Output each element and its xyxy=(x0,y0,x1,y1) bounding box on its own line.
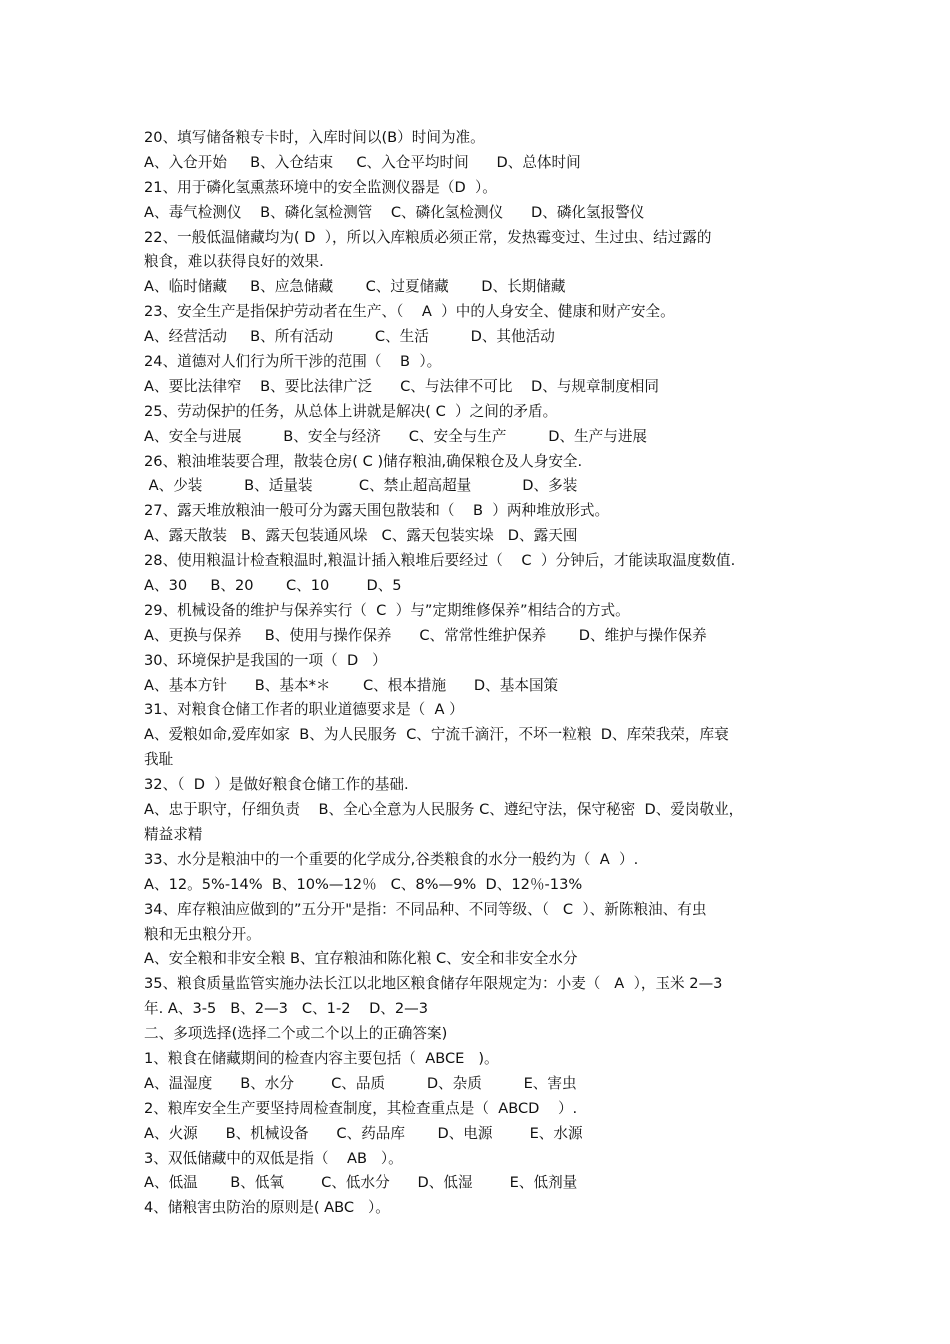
text-line: A、少装 B、适量装 C、禁止超高超量 D、多装 xyxy=(144,477,578,495)
text-line: 22、一般低温储藏均为( D ），所以入库粮质必须正常，发热霉变过、生过虫、结过露的 xyxy=(144,228,712,246)
text-line: A、火源 B、机械设备 C、药品库 D、电源 E、水源 xyxy=(144,1124,583,1142)
text-line: 精益求精 xyxy=(144,825,203,843)
text-line: A、基本方针 B、基本*＊ C、根本措施 D、基本国策 xyxy=(144,676,559,694)
text-line: 32、（ D ）是做好粮食仓储工作的基础. xyxy=(144,776,409,794)
text-line: 23、安全生产是指保护劳动者在生产、（ A ）中的人身安全、健康和财产安全。 xyxy=(144,303,675,321)
text-line: 1、粮食在储藏期间的检查内容主要包括（ ABCE )。 xyxy=(144,1049,499,1067)
text-line: 3、双低储藏中的双低是指（ AB ）。 xyxy=(144,1149,403,1167)
text-line: 27、露天堆放粮油一般可分为露天围包散装和（ B ）两种堆放形式。 xyxy=(144,502,610,520)
text-line: A、安全与进展 B、安全与经济 C、安全与生产 D、生产与进展 xyxy=(144,427,648,445)
text-line: A、要比法律窄 B、要比法律广泛 C、与法律不可比 D、与规章制度相同 xyxy=(144,377,659,395)
text-line: 20、填写储备粮专卡时，入库时间以(B）时间为准。 xyxy=(144,129,485,146)
text-line: 2、粮库安全生产要坚持周检查制度，其检查重点是（ ABCD ）. xyxy=(144,1099,578,1117)
text-line: A、爱粮如命,爱库如家 B、为人民服务 C、宁流千滴汗，不坏一粒粮 D、库荣我荣，库衰 xyxy=(144,726,729,744)
text-line: 25、劳动保护的任务，从总体上讲就是解决( C ）之间的矛盾。 xyxy=(144,402,558,420)
text-line: 35、粮食质量监管实施办法长江以北地区粮食储存年限规定为：小麦（ A ），玉米 2—3 xyxy=(144,975,723,993)
text-line: A、温湿度 B、水分 C、品质 D、杂质 E、害虫 xyxy=(144,1074,577,1092)
text-line: 粮和无虫粮分开。 xyxy=(144,925,261,943)
text-line: A、经营活动 B、所有活动 C、生活 D、其他活动 xyxy=(144,328,555,346)
text-line: A、临时储藏 B、应急储藏 C、过夏储藏 D、长期储藏 xyxy=(144,278,566,296)
text-line: 28、使用粮温计检查粮温时,粮温计插入粮堆后要经过（ C ）分钟后，才能读取温度数值. xyxy=(144,552,736,570)
text-line: A、毒气检测仪 B、磷化氢检测管 C、磷化氢检测仪 D、磷化氢报警仪 xyxy=(144,203,645,221)
text-line: A、12。5%-14% B、10%—12％ C、8%—9% D、12％-13% xyxy=(144,875,583,893)
text-line: 29、机械设备的维护与保养实行（ C ）与”定期维修保养”相结合的方式。 xyxy=(144,601,630,619)
text-line: 31、对粮食仓储工作者的职业道德要求是（ A ） xyxy=(144,701,464,719)
document-body xyxy=(144,126,824,1221)
text-line: A、低温 B、低氧 C、低水分 D、低湿 E、低剂量 xyxy=(144,1174,578,1192)
text-line: 30、环境保护是我国的一项（ D ） xyxy=(144,651,387,669)
text-line: A、露天散装 B、露天包装通风垛 C、露天包装实垛 D、露天囤 xyxy=(144,527,578,545)
text-line: 我耻 xyxy=(144,751,174,769)
text-line: 年. A、3-5 B、2—3 C、1-2 D、2—3 xyxy=(144,1000,429,1018)
text-line: 33、水分是粮油中的一个重要的化学成分,谷类粮食的水分一般约为（ A ）. xyxy=(144,850,639,868)
text-line: A、30 B、20 C、10 D、5 xyxy=(144,577,402,595)
text-line: 4、储粮害虫防治的原则是( ABC ）。 xyxy=(144,1199,390,1217)
text-line: 二、多项选择(选择二个或二个以上的正确答案) xyxy=(144,1025,448,1043)
text-line: A、更换与保养 B、使用与操作保养 C、常常性维护保养 D、维护与操作保养 xyxy=(144,626,707,644)
text-line: 24、道德对人们行为所干涉的范围（ B ）。 xyxy=(144,353,442,371)
text-line: A、安全粮和非安全粮 B、宜存粮油和陈化粮 C、安全和非安全水分 xyxy=(144,950,578,968)
text-line: A、入仓开始 B、入仓结束 C、入仓平均时间 D、总体时间 xyxy=(144,153,581,171)
text-line: A、忠于职守，仔细负责 B、全心全意为人民服务 C、遵纪守法，保守秘密 D、爱岗敬业， xyxy=(144,801,744,819)
text-line: 34、库存粮油应做到的”五分开"是指：不同品种、不同等级、（ C ）、新陈粮油、有虫 xyxy=(144,900,707,918)
text-line: 粮食，难以获得良好的效果. xyxy=(144,253,324,271)
text-line: 26、粮油堆装要合理，散装仓房( C )储存粮油,确保粮仓及人身安全. xyxy=(144,452,583,470)
text-line: 21、用于磷化氢熏蒸环境中的安全监测仪器是（D ）。 xyxy=(144,178,497,196)
